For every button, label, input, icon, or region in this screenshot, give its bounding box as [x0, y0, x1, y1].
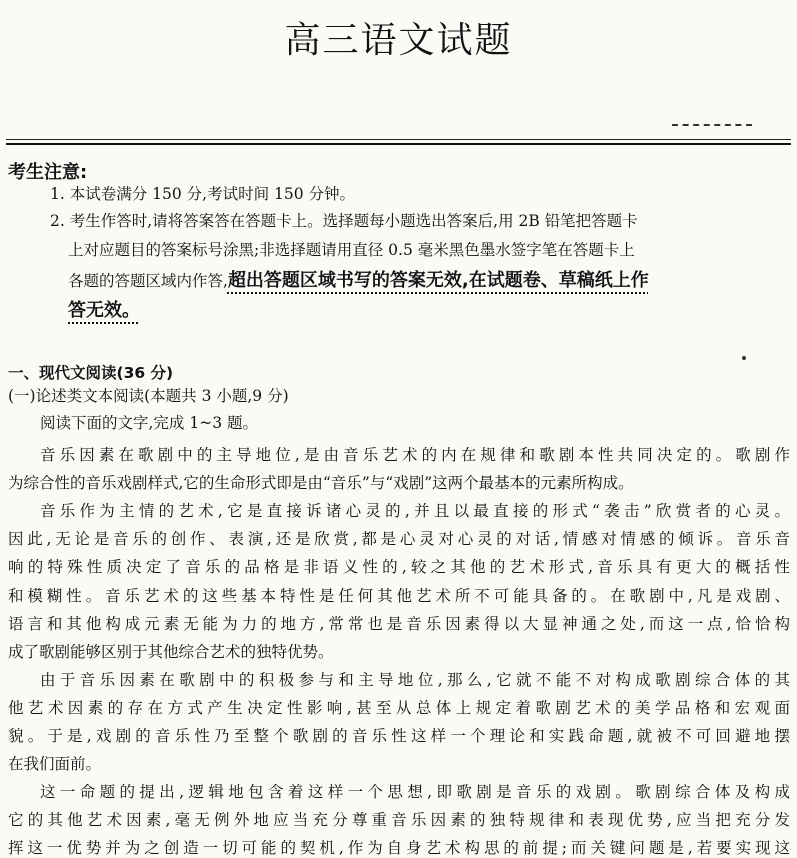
notice-emphasis-end: 答无效。	[68, 300, 140, 321]
passage-line: 音乐因素在歌剧中的主导地位,是由音乐艺术的内在规律和歌剧本性共同决定的。歌剧作	[40, 446, 790, 464]
passage-line: 成了歌剧能够区别于其他综合艺术的独特优势。	[8, 642, 334, 661]
notice-item-1: 1. 本试卷满分 150 分,考试时间 150 分钟。	[50, 185, 356, 203]
notice-emphasis: 超出答题区域书写的答案无效,在试题卷、草稿纸上作	[227, 270, 649, 291]
passage-line: 挥这一优势并为之创造一切可能的契机,作为自身艺术构思的前提;而关键问题是,若要实现这	[8, 839, 790, 858]
notice-item-2-line-1: 2. 考生作答时,请将答案答在答题卡上。选择题每小题选出答案后,用 2B 铅笔把答题卡	[50, 212, 638, 230]
scan-speck	[742, 356, 746, 360]
notice-heading: 考生注意:	[8, 162, 88, 183]
passage-line: 语言和其他构成元素无能为力的地方,常常也是音乐因素得以大显神通之处,而这一点,恰恰构	[8, 614, 790, 633]
passage-line: 貌。于是,戏剧的音乐性乃至整个歌剧的音乐性这样一个理论和实践命题,就被不可回避地摆	[8, 727, 790, 745]
header-rule-thick	[6, 143, 791, 145]
notice-item-2-line-3	[68, 272, 649, 290]
notice-item-2-line-2: 上对应题目的答案标号涂黑;非选择题请用直径 0.5 毫米黑色墨水签字笔在答题卡上	[68, 241, 635, 259]
passage-line: 这一命题的提出,逻辑地包含着这样一个思想,即歌剧是音乐的戏剧。歌剧综合体及构成	[40, 783, 790, 802]
header-rule-thin	[6, 139, 791, 140]
header-ornament	[672, 124, 752, 134]
section-heading: 一、现代文阅读(36 分)	[8, 364, 174, 382]
notice-item-2-line-3-plain: 各题的答题区域内作答,	[68, 272, 228, 290]
notice-item-2-line-4	[68, 302, 140, 320]
subsection-heading: (一)论述类文本阅读(本题共 3 小题,9 分)	[8, 387, 289, 405]
passage-line: 在我们面前。	[8, 755, 102, 774]
passage-line: 它的其他艺术因素,毫无例外地应当充分尊重音乐因素的独特规律和表现优势,应当把充分发	[8, 811, 790, 830]
passage-line: 响的特殊性质决定了音乐的品格是非语义性的,较之其他的艺术形式,音乐具有更大的概括性	[8, 558, 790, 577]
passage-line: 由于音乐因素在歌剧中的积极参与和主导地位,那么,它就不能不对构成歌剧综合体的其	[40, 670, 790, 689]
passage-line: 因此,无论是音乐的创作、表演,还是欣赏,都是心灵对心灵的对话,情感对情感的倾诉。音乐音	[8, 530, 790, 549]
page-title: 高三语文试题	[284, 20, 513, 61]
passage-line: 为综合性的音乐戏剧样式,它的生命形式即是由“音乐”与“戏剧”这两个最基本的元素所构成。	[8, 474, 634, 493]
passage-line: 音乐作为主情的艺术,它是直接诉诸心灵的,并且以最直接的形式“袭击”欣赏者的心灵。	[40, 502, 790, 521]
passage-line: 和模糊性。音乐艺术的这些基本特性是任何其他艺术所不可能具备的。在歌剧中,凡是戏剧、	[8, 586, 790, 605]
passage-line: 他艺术因素的存在方式产生决定性影响,甚至从总体上规定着歌剧艺术的美学品格和宏观面	[8, 698, 790, 717]
reading-instruction: 阅读下面的文字,完成 1~3 题。	[40, 414, 258, 432]
